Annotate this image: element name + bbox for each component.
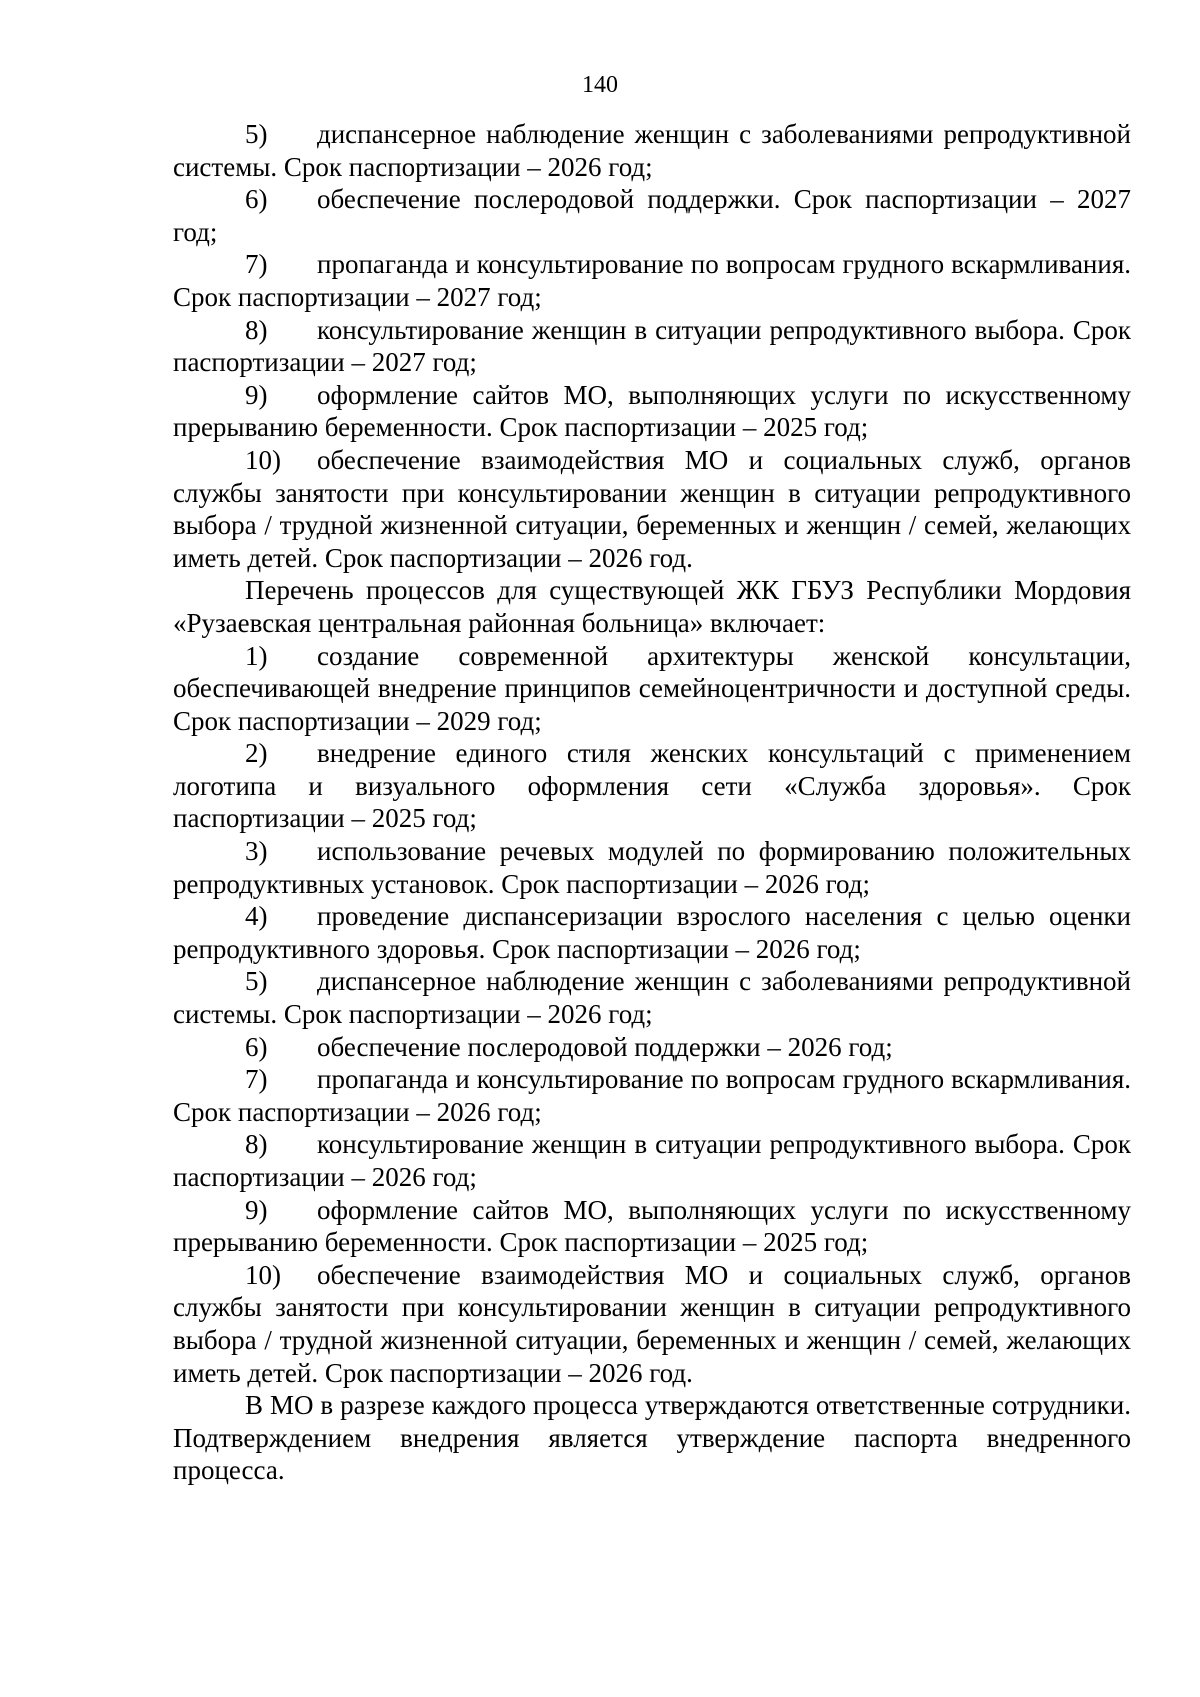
list-item-text: использование речевых модулей по формированию положительных репродуктивных установок. Срок паспортизации – 2026 год; — [173, 836, 1131, 899]
list-item-text: консультирование женщин в ситуации репродуктивного выбора. Срок паспортизации – 2027 год; — [173, 314, 1131, 378]
list-item-text: создание современной архитектуры женской консультации, обеспечивающей внедрение принципов семейноцентричности и доступной среды. Срок паспортизации – 2029 год; — [173, 640, 1131, 736]
list-item-number: 2) — [245, 738, 268, 769]
list-item — [173, 640, 1131, 738]
list-item — [173, 1031, 1131, 1064]
list-item — [173, 314, 1131, 379]
list-item — [173, 118, 1131, 183]
list-item-number: 1) — [245, 640, 268, 671]
list-item-text: проведение диспансеризации взрослого населения с целью оценки репродуктивного здоровья. Срок паспортизации – 2026 год; — [173, 901, 1131, 964]
list-item — [173, 965, 1131, 1030]
list-item-number: 8) — [245, 1129, 268, 1160]
list-item-text: внедрение единого стиля женских консультаций с применением логотипа и визуального оформления сети «Служба здоровья». Срок паспортизации – 2025 год; — [173, 738, 1131, 834]
closing-paragraph: В МО в разрезе каждого процесса утверждаются ответственные сотрудники. Подтверждением внедрения является утверждение паспорта внедренного процесса. — [173, 1390, 1131, 1486]
list-item — [173, 248, 1131, 313]
list-item-text: обеспечение взаимодействия МО и социальных служб, органов службы занятости при консультировании женщин в ситуации репродуктивного выбора / трудной жизненной ситуации, беременных и женщин / семей, желающих иметь детей. Срок паспортизации – 2026 год. — [173, 444, 1131, 573]
list-item-text: консультирование женщин в ситуации репродуктивного выбора. Срок паспортизации – 2026 год; — [173, 1129, 1131, 1192]
list-item-number: 8) — [245, 314, 268, 345]
list-item — [173, 900, 1131, 965]
list-item-number: 9) — [245, 379, 268, 410]
list-item-number: 7) — [245, 1064, 268, 1095]
list-item — [173, 835, 1131, 900]
document-body — [173, 118, 1131, 1487]
list-item — [173, 1259, 1131, 1389]
list-item — [173, 379, 1131, 444]
list-item — [173, 1194, 1131, 1259]
list-item — [173, 1063, 1131, 1128]
list-item-number: 10) — [245, 1259, 281, 1290]
list-item-text: оформление сайтов МО, выполняющих услуги по искусственному прерыванию беременности. Срок паспортизации – 2025 год; — [173, 379, 1131, 443]
list-item-text: пропаганда и консультирование по вопросам грудного вскармливания. Срок паспортизации – 2027 год; — [173, 249, 1131, 312]
list-item — [173, 444, 1131, 574]
intro-paragraph: Перечень процессов для существующей ЖК ГБУЗ Республики Мордовия «Рузаевская центральная районная больница» включает: — [173, 575, 1131, 638]
list-item-number: 6) — [245, 184, 268, 215]
list-item-text: оформление сайтов МО, выполняющих услуги по искусственному прерыванию беременности. Срок паспортизации – 2025 год; — [173, 1194, 1131, 1258]
list-item-text: обеспечение взаимодействия МО и социальных служб, органов службы занятости при консультировании женщин в ситуации репродуктивного выбора / трудной жизненной ситуации, беременных и женщин / семей, желающих иметь детей. Срок паспортизации – 2026 год. — [173, 1259, 1131, 1388]
list-item-number: 5) — [245, 119, 268, 149]
list-item-number: 3) — [245, 836, 268, 867]
list-item-number: 7) — [245, 249, 268, 280]
list-item-number: 6) — [245, 1031, 268, 1062]
list-item-number: 4) — [245, 901, 268, 932]
list-item-text: обеспечение послеродовой поддержки. Срок паспортизации – 2027 год; — [173, 184, 1131, 247]
list-item-text: диспансерное наблюдение женщин с заболеваниями репродуктивной системы. Срок паспортизации – 2026 год; — [173, 966, 1131, 1030]
page-number: 140 — [582, 72, 618, 98]
list-item — [173, 183, 1131, 248]
list-item-number: 10) — [245, 444, 281, 475]
list-item-number: 9) — [245, 1194, 268, 1225]
list-item-number: 5) — [245, 966, 268, 997]
list-item — [173, 1128, 1131, 1193]
list-item-text: диспансерное наблюдение женщин с заболеваниями репродуктивной системы. Срок паспортизации – 2026 год; — [173, 119, 1131, 182]
list-item — [173, 737, 1131, 835]
list-item-text: обеспечение послеродовой поддержки – 2026 год; — [317, 1031, 893, 1062]
list-item-text: пропаганда и консультирование по вопросам грудного вскармливания. Срок паспортизации – 2026 год; — [173, 1064, 1131, 1127]
